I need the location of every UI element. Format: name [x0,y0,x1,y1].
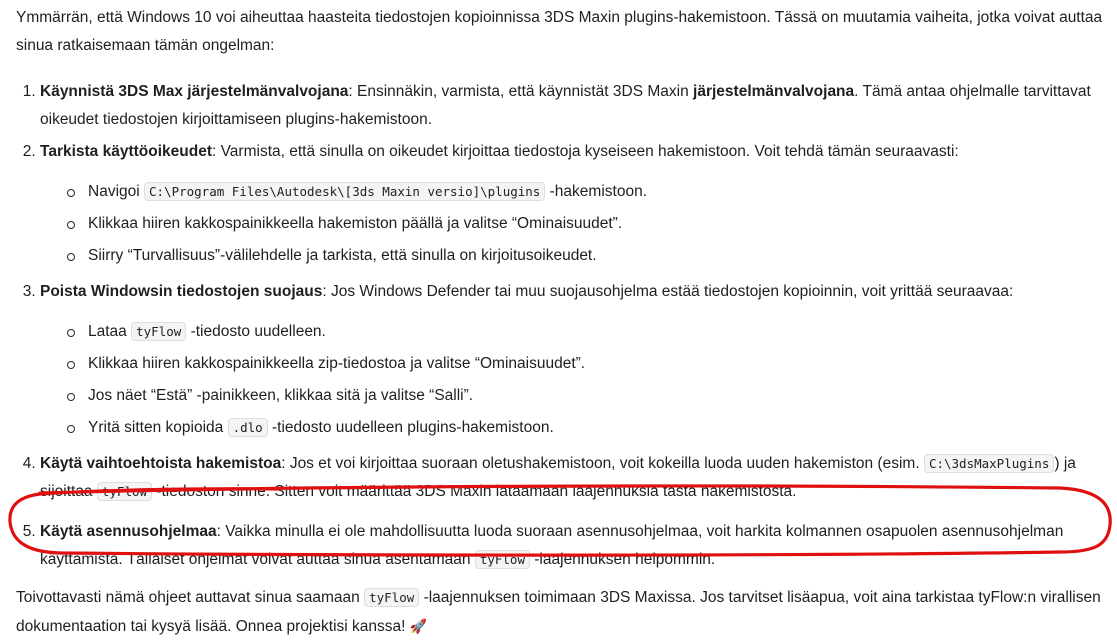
outro-text-a: Toivottavasti nämä ohjeet auttavat sinua saamaan [16,589,365,606]
step-5-text-b: -laajennuksen helpommin. [529,551,716,568]
step-1-text-a: : Ensinnäkin, varmista, että käynnistät 3DS Maxin [348,83,694,100]
rocket-icon: 🚀 [409,618,428,634]
steps-list [16,78,1108,574]
list-item-text: Klikkaa hiiren kakkospainikkeella zip-tiedostoa ja valitse “Ominaisuudet”. [88,355,586,372]
step-2-title: Tarkista käyttöoikeudet [40,143,212,160]
list-item-text: Klikkaa hiiren kakkospainikkeella hakemiston päällä ja valitse “Ominaisuudet”. [88,215,623,232]
step-3-sublist [40,318,1108,442]
step-1-bold: järjestelmänvalvojana [693,83,855,100]
list-item-text: -hakemistoon. [545,183,648,200]
step-4-title: Käytä vaihtoehtoista hakemistoa [40,455,282,472]
step-1-title: Käynnistä 3DS Max järjestelmänvalvojana [40,83,349,100]
step-3 [40,278,1108,442]
step-3-title: Poista Windowsin tiedostojen suojaus [40,283,323,300]
inline-code: C:\3dsMaxPlugins [924,454,1054,473]
step-4-text-c: -tiedoston sinne. Sitten voit määrittää 3DS Maxin lataamaan laajennuksia tästä hakemistosta. [152,483,797,500]
inline-code: tyFlow [131,322,186,341]
inline-code: tyFlow [364,588,419,607]
list-item-text: -tiedosto uudelleen. [186,323,326,340]
step-2 [40,138,1108,270]
list-item [64,242,1108,270]
step-2-sublist [40,178,1108,270]
list-item-text: Navigoi [88,183,144,200]
list-item-text: Siirry “Turvallisuus”-välilehdelle ja tarkista, että sinulla on kirjoitusoikeudet. [88,247,597,264]
list-item [64,210,1108,238]
list-item-text: Lataa [88,323,132,340]
step-2-text: : Varmista, että sinulla on oikeudet kirjoittaa tiedostoja kyseiseen hakemistoon. Voit tehdä tämän seuraavasti: [212,143,959,160]
list-item-text: -tiedosto uudelleen plugins-hakemistoon. [267,419,554,436]
step-1 [40,78,1108,134]
intro-paragraph: Ymmärrän, että Windows 10 voi aiheuttaa haasteita tiedostojen kopioinnissa 3DS Maxin plugins-hakemistoon. Tässä on muutamia vaiheita, jotka voivat auttaa sinua ratkaisemaan tämän ongelman: [16,9,1103,54]
inline-code: tyFlow [97,482,152,501]
step-3-text: : Jos Windows Defender tai muu suojausohjelma estää tiedostojen kopioinnin, voit yrittää seuraavaa: [322,283,1014,300]
list-item [64,350,1108,378]
list-item-text: Jos näet “Estä” -painikkeen, klikkaa sitä ja valitse “Salli”. [88,387,474,404]
list-item [64,414,1108,442]
inline-code: tyFlow [475,550,530,569]
inline-code: .dlo [228,418,268,437]
assistant-message [16,0,1108,641]
inline-code: C:\Program Files\Autodesk\[3ds Maxin versio]\plugins [144,182,545,201]
outro-paragraph [16,584,1108,641]
list-item [64,382,1108,410]
step-4 [40,450,1108,506]
step-4-text-b: ) ja sijoittaa [40,455,1076,500]
step-1-text-b: . Tämä antaa ohjelmalle tarvittavat oikeudet tiedostojen kirjoittamiseen plugins-hakemistoon. [40,83,1091,128]
step-5-text-a: : Vaikka minulla ei ole mahdollisuutta luoda suoraan asennusohjelmaa, voit harkita kolmannen osapuolen asennusohjelman käyttämistä. Tällaiset ohjelmat voivat auttaa sinua asentamaan [40,523,1064,568]
step-5 [40,518,1108,574]
list-item [64,178,1108,206]
step-5-title: Käytä asennusohjelmaa [40,523,217,540]
list-item-text: Yritä sitten kopioida [88,419,228,436]
outro-text-b: -laajennuksen toimimaan 3DS Maxissa. Jos tarvitset lisäapua, voit aina tarkistaa tyFlow:n virallisen dokumentaation tai kysyä lisää. Onnea projektisi kanssa! [16,589,1101,635]
list-item [64,318,1108,346]
step-4-text-a: : Jos et voi kirjoittaa suoraan oletushakemistoon, voit kokeilla luoda uuden hakemiston (esim. [281,455,924,472]
